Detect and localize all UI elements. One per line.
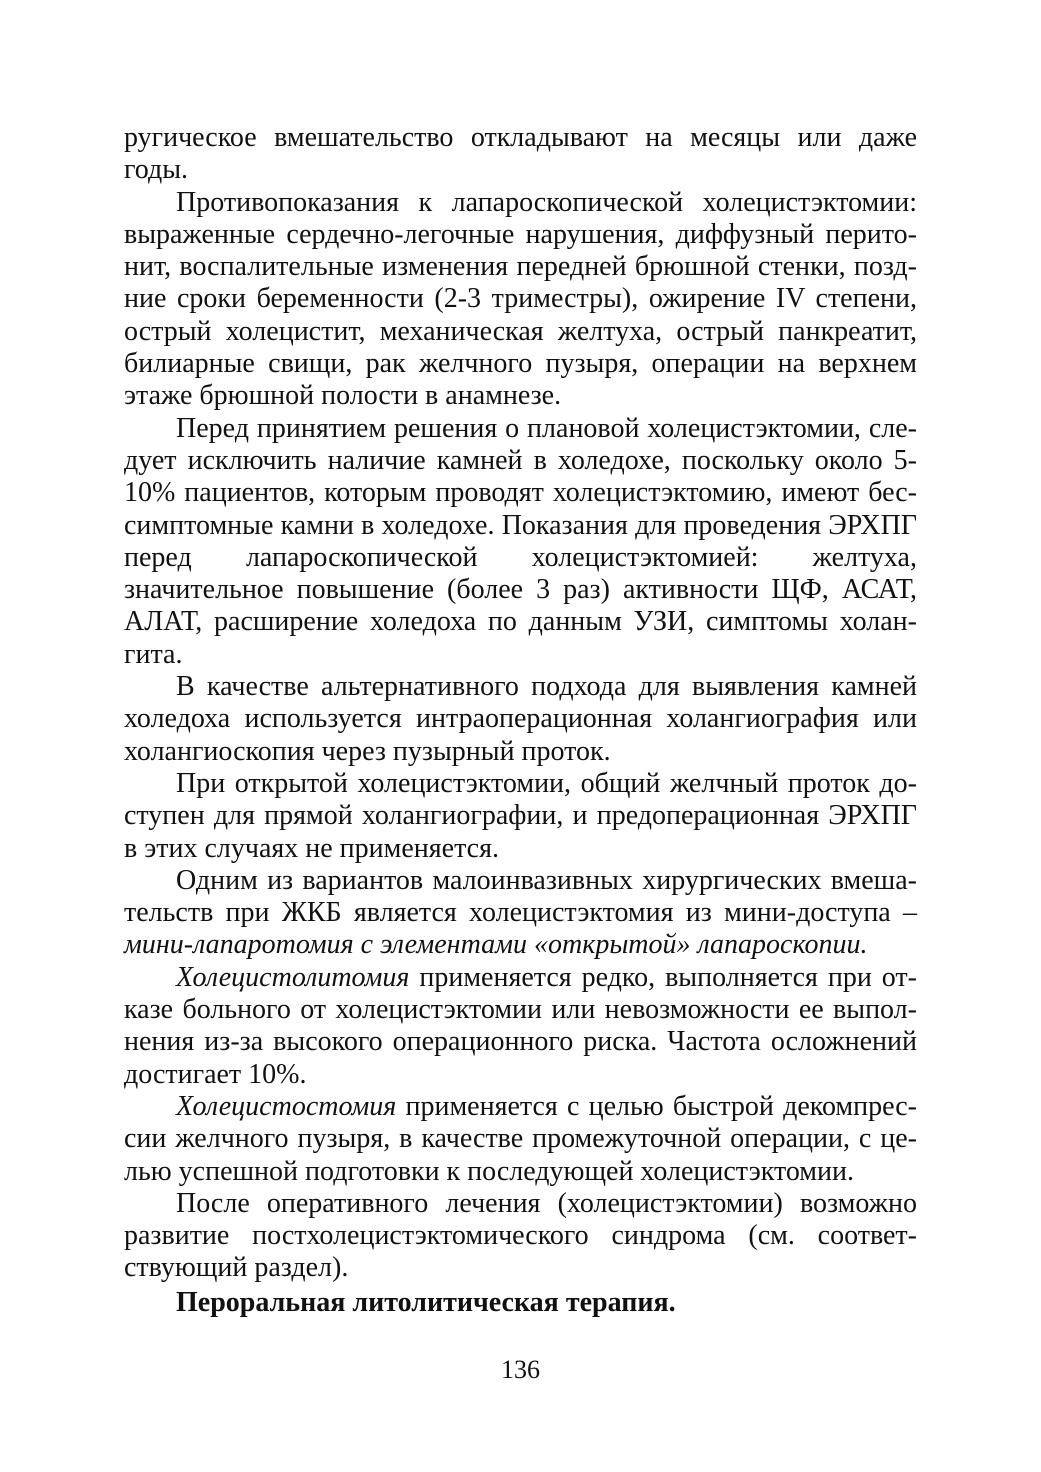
paragraph: [124, 122, 917, 187]
italic-term: Холецистолитомия: [176, 961, 410, 993]
paragraph-text: Противопоказания к лапароскопической холецистэктомии: выраженные сердечно-легочные нарушения, диффузный перитонит, воспалительные изменения передней брюшной стенки, поздние сроки беременности (2-3 триместры), ожирение IV степени, острый холецистит, механическая желтуха, острый панкреатит, билиарные свищи, рак желчного пузыря, операции на верхнем этаже брюшной полости в анамнезе.: [124, 186, 917, 412]
paragraph-text: В качестве альтернативного подхода для выявления камней холедоха используется интраоперационная холангиография или холангиоскопия через пузырный проток.: [124, 671, 917, 767]
paragraph: [124, 768, 917, 865]
paragraph-text: применяется редко, выполняется при отказе больного от холецистэктомии или невозможности ее выполнения из-за высокого операционного риска. Частота осложнений достигает 10%.: [124, 961, 917, 1090]
page-number: 136: [501, 1355, 540, 1384]
body-text: [124, 122, 917, 1319]
paragraph: [124, 1091, 917, 1188]
paragraph-text: При открытой холецистэктомии, общий желчный проток доступен для прямой холангиографии, и предоперационная ЭРХПГ в этих случаях не применяется.: [124, 767, 917, 864]
paragraph: [124, 962, 917, 1091]
paragraph-text: ругическое вмешательство откладывают на месяцы или даже годы.: [124, 122, 917, 186]
paragraph-text: Одним из вариантов малоинвазивных хирургических вмешательств при ЖКБ является холецистэктомия из мини-доступа –: [124, 864, 917, 929]
section-heading: [124, 1287, 917, 1319]
italic-term: Холецистостомия: [176, 1090, 397, 1122]
italic-term: мини-лапаротомия с элементами «открытой» лапароскопии.: [124, 929, 868, 961]
section-heading-text: Пероральная литолитическая терапия.: [176, 1286, 676, 1318]
paragraph: [124, 865, 917, 962]
paragraph-text: Перед принятием решения о плановой холецистэктомии, следует исключить наличие камней в холедохе, поскольку около 5-10% пациентов, которым проводят холецистэктомию, имеют бессимптомные камни в холедохе. Показания для проведения ЭРХПГ перед лапароскопической холецистэктомией: желтуха, значительное повышение (более 3 раз) активности ЩФ, АСАТ, АЛАТ, расширение холедоха по данным УЗИ, симптомы холангита.: [124, 412, 917, 670]
paragraph: [124, 671, 917, 768]
paragraph-text: После оперативного лечения (холецистэктомии) возможно развитие постхолецистэктомического синдрома (см. соответствующий раздел).: [124, 1187, 917, 1284]
paragraph: [124, 1188, 917, 1285]
paragraph: [124, 413, 917, 671]
paragraph: [124, 187, 917, 413]
paragraph-text: применяется с целью быстрой декомпрессии желчного пузыря, в качестве промежуточной операции, с целью успешной подготовки к последующей холецистэктомии.: [124, 1090, 917, 1187]
